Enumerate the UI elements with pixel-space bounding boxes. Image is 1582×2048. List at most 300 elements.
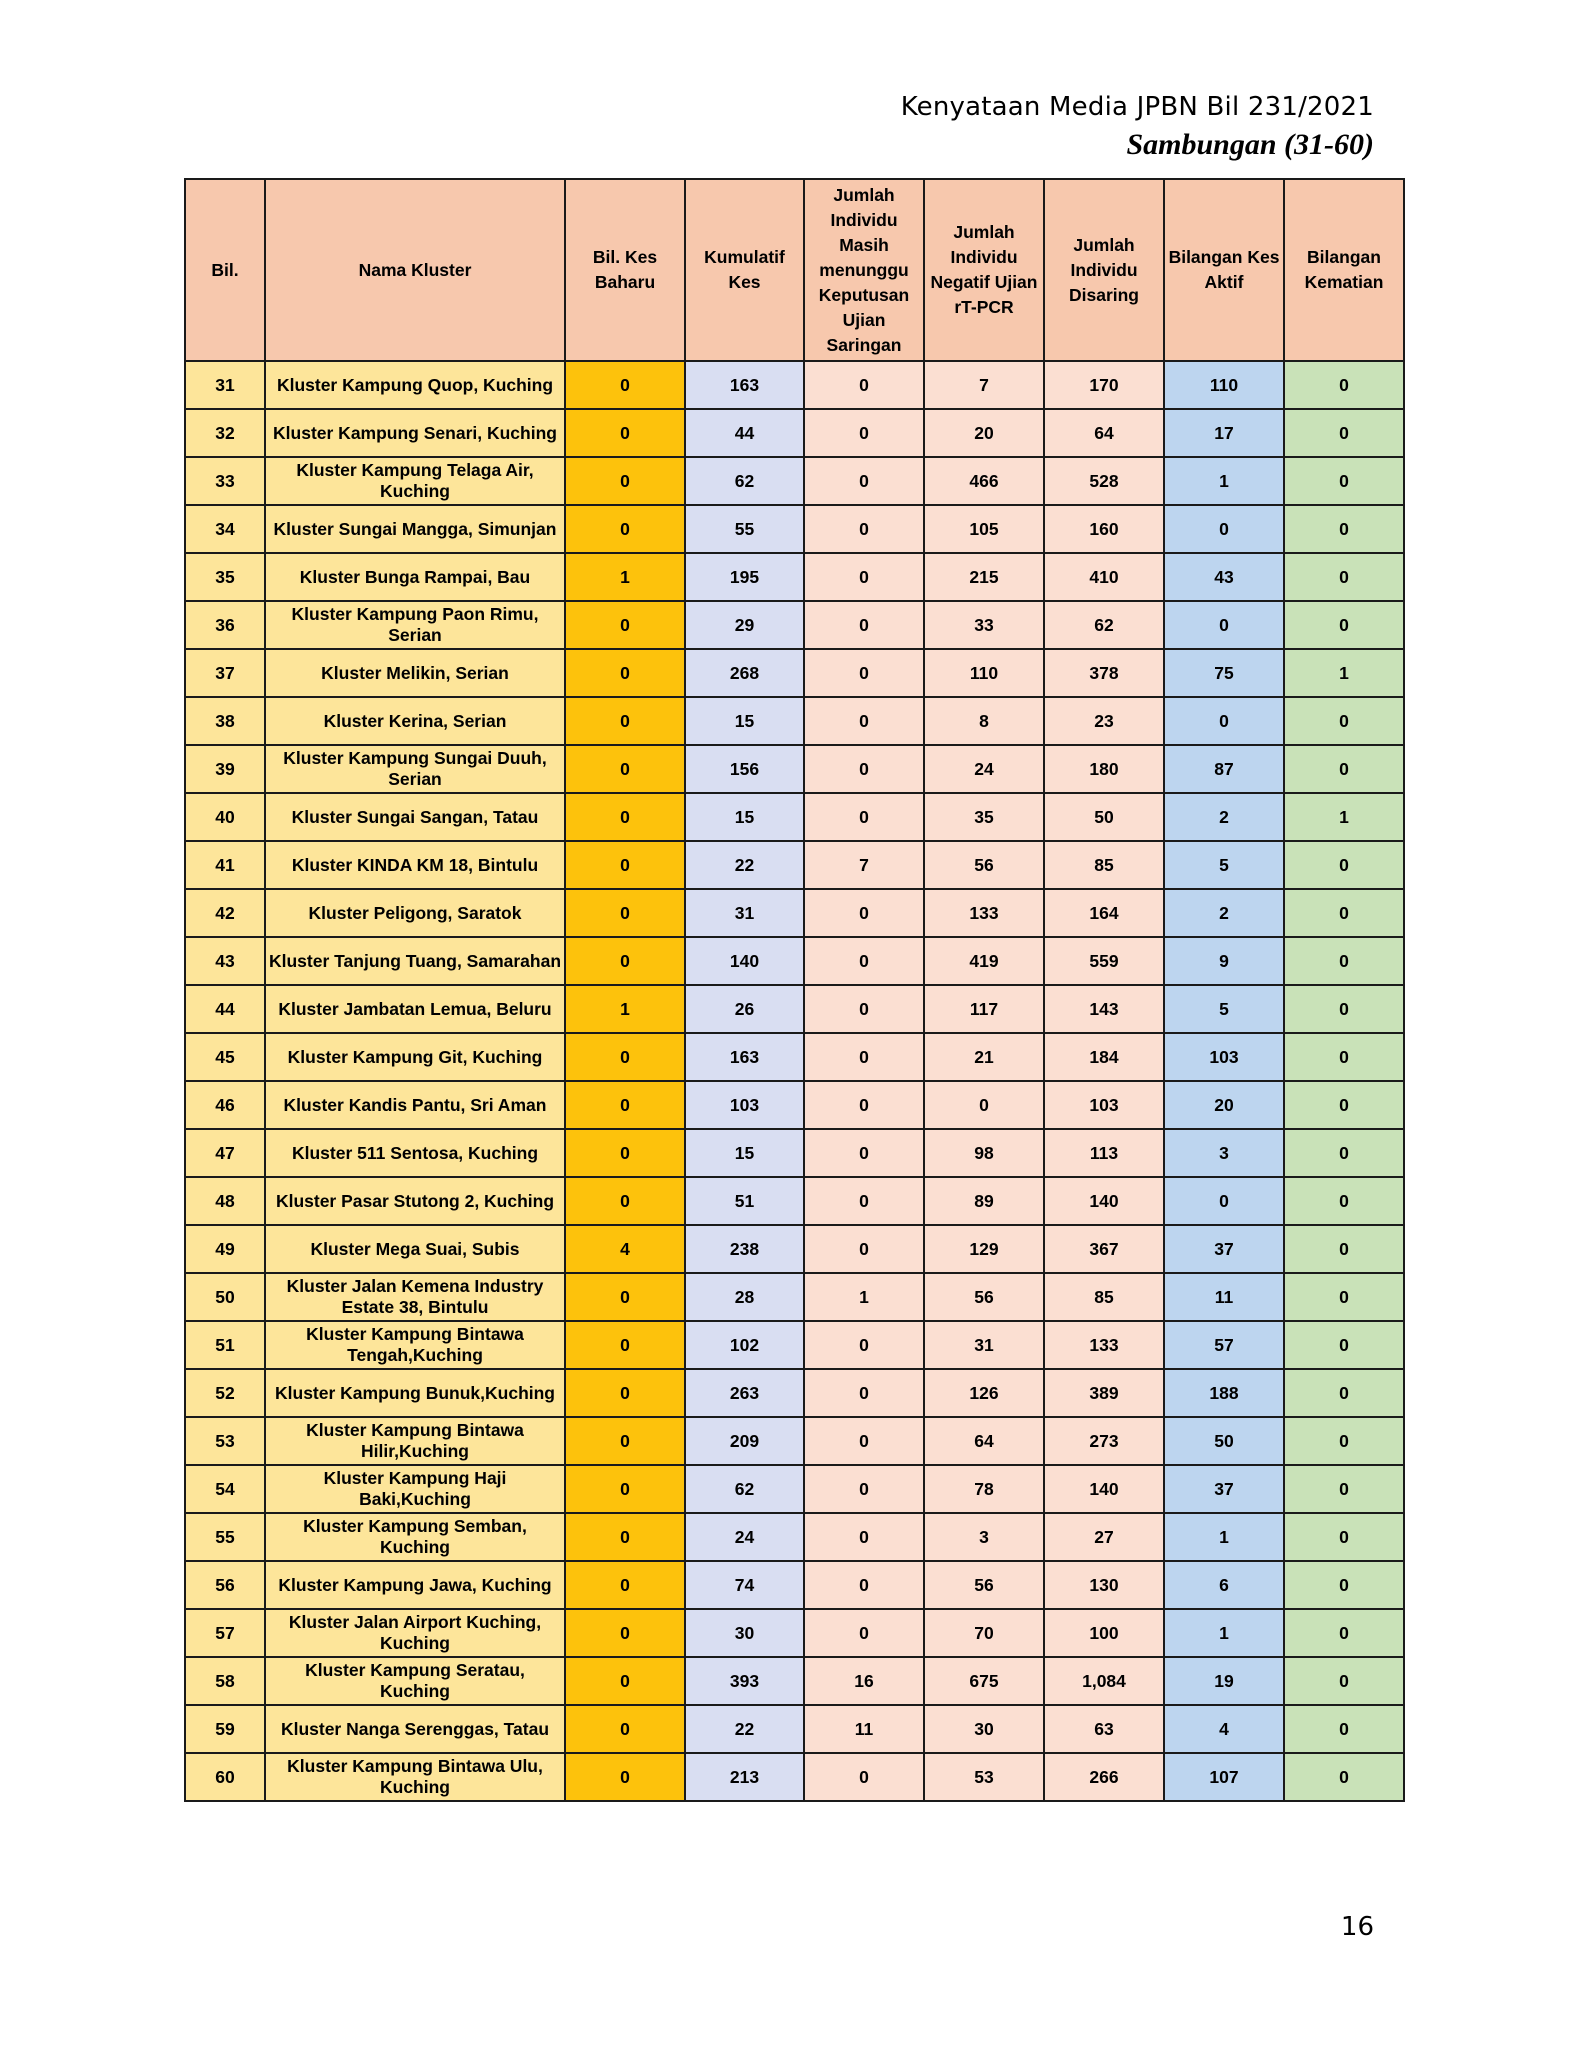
header-cumulative-cases: Kumulatif Kes [685,179,804,361]
new-cases-cell: 0 [565,409,685,457]
new-cases-cell: 0 [565,1657,685,1705]
new-cases-cell: 0 [565,1129,685,1177]
row-number-cell: 58 [185,1657,265,1705]
pending-results-cell: 0 [804,457,924,505]
new-cases-cell: 0 [565,841,685,889]
new-cases-cell: 0 [565,1081,685,1129]
header-cluster-name: Nama Kluster [265,179,565,361]
deaths-cell: 1 [1284,793,1404,841]
cumulative-cases-cell: 15 [685,1129,804,1177]
deaths-cell: 0 [1284,601,1404,649]
cluster-name-cell: Kluster Kampung Sungai Duuh, Serian [265,745,565,793]
pending-results-cell: 0 [804,793,924,841]
row-number-cell: 40 [185,793,265,841]
table-row [185,841,1404,889]
deaths-cell: 0 [1284,1657,1404,1705]
table-row [185,553,1404,601]
table-body [185,361,1404,1801]
screened-cell: 85 [1044,841,1164,889]
table-header-row [185,179,1404,361]
deaths-cell: 0 [1284,1417,1404,1465]
cumulative-cases-cell: 163 [685,361,804,409]
row-number-cell: 39 [185,745,265,793]
active-cases-cell: 43 [1164,553,1284,601]
cumulative-cases-cell: 44 [685,409,804,457]
table-row [185,505,1404,553]
row-number-cell: 55 [185,1513,265,1561]
header-active-cases: Bilangan Kes Aktif [1164,179,1284,361]
new-cases-cell: 0 [565,601,685,649]
cumulative-cases-cell: 393 [685,1657,804,1705]
cluster-name-cell: Kluster Kampung Bintawa Ulu, Kuching [265,1753,565,1801]
screened-cell: 266 [1044,1753,1164,1801]
deaths-cell: 0 [1284,1609,1404,1657]
deaths-cell: 0 [1284,1465,1404,1513]
screened-cell: 27 [1044,1513,1164,1561]
table-row [185,1273,1404,1321]
deaths-cell: 0 [1284,985,1404,1033]
table-row [185,697,1404,745]
table-row [185,1321,1404,1369]
cluster-name-cell: Kluster Kampung Quop, Kuching [265,361,565,409]
row-number-cell: 51 [185,1321,265,1369]
pending-results-cell: 0 [804,649,924,697]
pending-results-cell: 0 [804,601,924,649]
table-row [185,409,1404,457]
active-cases-cell: 17 [1164,409,1284,457]
deaths-cell: 1 [1284,649,1404,697]
active-cases-cell: 0 [1164,697,1284,745]
active-cases-cell: 50 [1164,1417,1284,1465]
negative-rtpcr-cell: 56 [924,841,1044,889]
table-row [185,793,1404,841]
negative-rtpcr-cell: 129 [924,1225,1044,1273]
new-cases-cell: 1 [565,553,685,601]
cumulative-cases-cell: 26 [685,985,804,1033]
cumulative-cases-cell: 22 [685,841,804,889]
pending-results-cell: 11 [804,1705,924,1753]
row-number-cell: 37 [185,649,265,697]
new-cases-cell: 0 [565,1369,685,1417]
cumulative-cases-cell: 28 [685,1273,804,1321]
deaths-cell: 0 [1284,1369,1404,1417]
deaths-cell: 0 [1284,553,1404,601]
cluster-name-cell: Kluster Kampung Bunuk,Kuching [265,1369,565,1417]
pending-results-cell: 0 [804,1321,924,1369]
row-number-cell: 36 [185,601,265,649]
cluster-name-cell: Kluster Tanjung Tuang, Samarahan [265,937,565,985]
pending-results-cell: 1 [804,1273,924,1321]
new-cases-cell: 0 [565,793,685,841]
deaths-cell: 0 [1284,1081,1404,1129]
deaths-cell: 0 [1284,1273,1404,1321]
active-cases-cell: 20 [1164,1081,1284,1129]
active-cases-cell: 5 [1164,841,1284,889]
negative-rtpcr-cell: 3 [924,1513,1044,1561]
header-new-cases: Bil. Kes Baharu [565,179,685,361]
negative-rtpcr-cell: 21 [924,1033,1044,1081]
table-row [185,1657,1404,1705]
new-cases-cell: 0 [565,1465,685,1513]
negative-rtpcr-cell: 89 [924,1177,1044,1225]
active-cases-cell: 5 [1164,985,1284,1033]
active-cases-cell: 0 [1164,505,1284,553]
table-row [185,985,1404,1033]
deaths-cell: 0 [1284,1177,1404,1225]
deaths-cell: 0 [1284,697,1404,745]
cluster-name-cell: Kluster Peligong, Saratok [265,889,565,937]
deaths-cell: 0 [1284,361,1404,409]
screened-cell: 528 [1044,457,1164,505]
table-row [185,649,1404,697]
row-number-cell: 56 [185,1561,265,1609]
cumulative-cases-cell: 74 [685,1561,804,1609]
negative-rtpcr-cell: 215 [924,553,1044,601]
screened-cell: 164 [1044,889,1164,937]
pending-results-cell: 0 [804,1225,924,1273]
row-number-cell: 33 [185,457,265,505]
table-row [185,1081,1404,1129]
cluster-name-cell: Kluster Kampung Haji Baki,Kuching [265,1465,565,1513]
screened-cell: 140 [1044,1177,1164,1225]
negative-rtpcr-cell: 8 [924,697,1044,745]
negative-rtpcr-cell: 7 [924,361,1044,409]
active-cases-cell: 11 [1164,1273,1284,1321]
table-row [185,1417,1404,1465]
pending-results-cell: 0 [804,1609,924,1657]
document-reference: Kenyataan Media JPBN Bil 231/2021 [900,92,1374,122]
screened-cell: 113 [1044,1129,1164,1177]
deaths-cell: 0 [1284,1129,1404,1177]
active-cases-cell: 6 [1164,1561,1284,1609]
pending-results-cell: 0 [804,1033,924,1081]
new-cases-cell: 0 [565,1753,685,1801]
deaths-cell: 0 [1284,1705,1404,1753]
pending-results-cell: 0 [804,1465,924,1513]
cluster-name-cell: Kluster Kampung Bintawa Tengah,Kuching [265,1321,565,1369]
active-cases-cell: 103 [1164,1033,1284,1081]
cumulative-cases-cell: 163 [685,1033,804,1081]
cumulative-cases-cell: 24 [685,1513,804,1561]
active-cases-cell: 4 [1164,1705,1284,1753]
screened-cell: 367 [1044,1225,1164,1273]
negative-rtpcr-cell: 126 [924,1369,1044,1417]
deaths-cell: 0 [1284,1033,1404,1081]
row-number-cell: 59 [185,1705,265,1753]
active-cases-cell: 2 [1164,889,1284,937]
cluster-name-cell: Kluster Kampung Senari, Kuching [265,409,565,457]
cumulative-cases-cell: 31 [685,889,804,937]
row-number-cell: 44 [185,985,265,1033]
cluster-name-cell: Kluster Mega Suai, Subis [265,1225,565,1273]
table-row [185,1705,1404,1753]
table-row [185,889,1404,937]
cluster-name-cell: Kluster Bunga Rampai, Bau [265,553,565,601]
table-row [185,601,1404,649]
row-number-cell: 34 [185,505,265,553]
table-row [185,1561,1404,1609]
pending-results-cell: 0 [804,1561,924,1609]
negative-rtpcr-cell: 419 [924,937,1044,985]
active-cases-cell: 0 [1164,1177,1284,1225]
pending-results-cell: 0 [804,1177,924,1225]
row-number-cell: 60 [185,1753,265,1801]
negative-rtpcr-cell: 53 [924,1753,1044,1801]
new-cases-cell: 0 [565,1033,685,1081]
cluster-name-cell: Kluster Kampung Git, Kuching [265,1033,565,1081]
active-cases-cell: 75 [1164,649,1284,697]
row-number-cell: 54 [185,1465,265,1513]
cluster-name-cell: Kluster Kampung Paon Rimu, Serian [265,601,565,649]
pending-results-cell: 0 [804,1513,924,1561]
new-cases-cell: 0 [565,361,685,409]
cumulative-cases-cell: 238 [685,1225,804,1273]
pending-results-cell: 0 [804,553,924,601]
table-row [185,745,1404,793]
cumulative-cases-cell: 195 [685,553,804,601]
cumulative-cases-cell: 22 [685,1705,804,1753]
row-number-cell: 52 [185,1369,265,1417]
negative-rtpcr-cell: 117 [924,985,1044,1033]
cumulative-cases-cell: 140 [685,937,804,985]
new-cases-cell: 0 [565,649,685,697]
document-subtitle: Sambungan (31-60) [1126,128,1374,161]
cluster-name-cell: Kluster Kandis Pantu, Sri Aman [265,1081,565,1129]
row-number-cell: 35 [185,553,265,601]
table-row [185,1129,1404,1177]
new-cases-cell: 0 [565,937,685,985]
header-screened: Jumlah Individu Disaring [1044,179,1164,361]
row-number-cell: 42 [185,889,265,937]
screened-cell: 100 [1044,1609,1164,1657]
cumulative-cases-cell: 62 [685,1465,804,1513]
row-number-cell: 32 [185,409,265,457]
pending-results-cell: 0 [804,1753,924,1801]
cluster-name-cell: Kluster Jalan Airport Kuching, Kuching [265,1609,565,1657]
cumulative-cases-cell: 156 [685,745,804,793]
table-row [185,1465,1404,1513]
cluster-name-cell: Kluster Kampung Telaga Air, Kuching [265,457,565,505]
row-number-cell: 48 [185,1177,265,1225]
screened-cell: 180 [1044,745,1164,793]
cluster-table [184,178,1405,1802]
table-row [185,1177,1404,1225]
pending-results-cell: 0 [804,937,924,985]
pending-results-cell: 0 [804,409,924,457]
screened-cell: 273 [1044,1417,1164,1465]
negative-rtpcr-cell: 105 [924,505,1044,553]
row-number-cell: 31 [185,361,265,409]
row-number-cell: 57 [185,1609,265,1657]
screened-cell: 140 [1044,1465,1164,1513]
negative-rtpcr-cell: 33 [924,601,1044,649]
active-cases-cell: 3 [1164,1129,1284,1177]
screened-cell: 130 [1044,1561,1164,1609]
active-cases-cell: 87 [1164,745,1284,793]
active-cases-cell: 1 [1164,1513,1284,1561]
row-number-cell: 43 [185,937,265,985]
negative-rtpcr-cell: 466 [924,457,1044,505]
row-number-cell: 49 [185,1225,265,1273]
header-negative-rtpcr: Jumlah Individu Negatif Ujian rT-PCR [924,179,1044,361]
pending-results-cell: 0 [804,1129,924,1177]
cluster-name-cell: Kluster Kampung Semban, Kuching [265,1513,565,1561]
cluster-name-cell: Kluster KINDA KM 18, Bintulu [265,841,565,889]
pending-results-cell: 0 [804,361,924,409]
table-row [185,1369,1404,1417]
new-cases-cell: 0 [565,1417,685,1465]
pending-results-cell: 0 [804,1417,924,1465]
cluster-name-cell: Kluster Sungai Mangga, Simunjan [265,505,565,553]
table-row [185,1753,1404,1801]
deaths-cell: 0 [1284,1225,1404,1273]
screened-cell: 63 [1044,1705,1164,1753]
cumulative-cases-cell: 263 [685,1369,804,1417]
table-row [185,457,1404,505]
active-cases-cell: 37 [1164,1225,1284,1273]
cumulative-cases-cell: 103 [685,1081,804,1129]
pending-results-cell: 0 [804,697,924,745]
negative-rtpcr-cell: 24 [924,745,1044,793]
negative-rtpcr-cell: 20 [924,409,1044,457]
row-number-cell: 50 [185,1273,265,1321]
table-row [185,937,1404,985]
table-row [185,1033,1404,1081]
screened-cell: 143 [1044,985,1164,1033]
cluster-name-cell: Kluster Kerina, Serian [265,697,565,745]
negative-rtpcr-cell: 70 [924,1609,1044,1657]
screened-cell: 160 [1044,505,1164,553]
new-cases-cell: 0 [565,1321,685,1369]
active-cases-cell: 57 [1164,1321,1284,1369]
new-cases-cell: 0 [565,1513,685,1561]
cumulative-cases-cell: 102 [685,1321,804,1369]
deaths-cell: 0 [1284,505,1404,553]
row-number-cell: 46 [185,1081,265,1129]
cluster-name-cell: Kluster Kampung Jawa, Kuching [265,1561,565,1609]
cluster-name-cell: Kluster Pasar Stutong 2, Kuching [265,1177,565,1225]
active-cases-cell: 2 [1164,793,1284,841]
screened-cell: 85 [1044,1273,1164,1321]
pending-results-cell: 7 [804,841,924,889]
new-cases-cell: 0 [565,457,685,505]
new-cases-cell: 0 [565,1177,685,1225]
deaths-cell: 0 [1284,745,1404,793]
cumulative-cases-cell: 209 [685,1417,804,1465]
cumulative-cases-cell: 55 [685,505,804,553]
active-cases-cell: 19 [1164,1657,1284,1705]
screened-cell: 559 [1044,937,1164,985]
pending-results-cell: 0 [804,889,924,937]
negative-rtpcr-cell: 0 [924,1081,1044,1129]
deaths-cell: 0 [1284,889,1404,937]
new-cases-cell: 0 [565,505,685,553]
row-number-cell: 47 [185,1129,265,1177]
screened-cell: 170 [1044,361,1164,409]
negative-rtpcr-cell: 98 [924,1129,1044,1177]
cumulative-cases-cell: 15 [685,697,804,745]
cumulative-cases-cell: 213 [685,1753,804,1801]
screened-cell: 64 [1044,409,1164,457]
screened-cell: 50 [1044,793,1164,841]
pending-results-cell: 16 [804,1657,924,1705]
header-deaths: Bilangan Kematian [1284,179,1404,361]
table-row [185,1609,1404,1657]
deaths-cell: 0 [1284,1321,1404,1369]
cumulative-cases-cell: 51 [685,1177,804,1225]
cluster-name-cell: Kluster Kampung Seratau, Kuching [265,1657,565,1705]
cumulative-cases-cell: 268 [685,649,804,697]
pending-results-cell: 0 [804,745,924,793]
cluster-name-cell: Kluster Melikin, Serian [265,649,565,697]
new-cases-cell: 4 [565,1225,685,1273]
cluster-name-cell: Kluster 511 Sentosa, Kuching [265,1129,565,1177]
deaths-cell: 0 [1284,1561,1404,1609]
negative-rtpcr-cell: 675 [924,1657,1044,1705]
active-cases-cell: 1 [1164,1609,1284,1657]
active-cases-cell: 110 [1164,361,1284,409]
table-row [185,1225,1404,1273]
cluster-name-cell: Kluster Sungai Sangan, Tatau [265,793,565,841]
new-cases-cell: 0 [565,697,685,745]
negative-rtpcr-cell: 133 [924,889,1044,937]
negative-rtpcr-cell: 78 [924,1465,1044,1513]
deaths-cell: 0 [1284,1753,1404,1801]
active-cases-cell: 0 [1164,601,1284,649]
active-cases-cell: 37 [1164,1465,1284,1513]
new-cases-cell: 0 [565,1273,685,1321]
cumulative-cases-cell: 29 [685,601,804,649]
negative-rtpcr-cell: 30 [924,1705,1044,1753]
new-cases-cell: 0 [565,1705,685,1753]
negative-rtpcr-cell: 31 [924,1321,1044,1369]
table-row [185,1513,1404,1561]
new-cases-cell: 0 [565,745,685,793]
row-number-cell: 41 [185,841,265,889]
active-cases-cell: 188 [1164,1369,1284,1417]
cluster-name-cell: Kluster Nanga Serenggas, Tatau [265,1705,565,1753]
cluster-name-cell: Kluster Jambatan Lemua, Beluru [265,985,565,1033]
page-number: 16 [1340,1912,1374,1942]
new-cases-cell: 0 [565,1609,685,1657]
new-cases-cell: 0 [565,1561,685,1609]
header-bil: Bil. [185,179,265,361]
pending-results-cell: 0 [804,505,924,553]
negative-rtpcr-cell: 35 [924,793,1044,841]
deaths-cell: 0 [1284,841,1404,889]
active-cases-cell: 1 [1164,457,1284,505]
pending-results-cell: 0 [804,1081,924,1129]
screened-cell: 103 [1044,1081,1164,1129]
pending-results-cell: 0 [804,1369,924,1417]
negative-rtpcr-cell: 56 [924,1561,1044,1609]
row-number-cell: 53 [185,1417,265,1465]
negative-rtpcr-cell: 64 [924,1417,1044,1465]
cluster-name-cell: Kluster Kampung Bintawa Hilir,Kuching [265,1417,565,1465]
screened-cell: 1,084 [1044,1657,1164,1705]
pending-results-cell: 0 [804,985,924,1033]
new-cases-cell: 0 [565,889,685,937]
screened-cell: 23 [1044,697,1164,745]
cumulative-cases-cell: 30 [685,1609,804,1657]
active-cases-cell: 107 [1164,1753,1284,1801]
deaths-cell: 0 [1284,937,1404,985]
new-cases-cell: 1 [565,985,685,1033]
screened-cell: 184 [1044,1033,1164,1081]
screened-cell: 378 [1044,649,1164,697]
cluster-name-cell: Kluster Jalan Kemena Industry Estate 38, Bintulu [265,1273,565,1321]
deaths-cell: 0 [1284,1513,1404,1561]
